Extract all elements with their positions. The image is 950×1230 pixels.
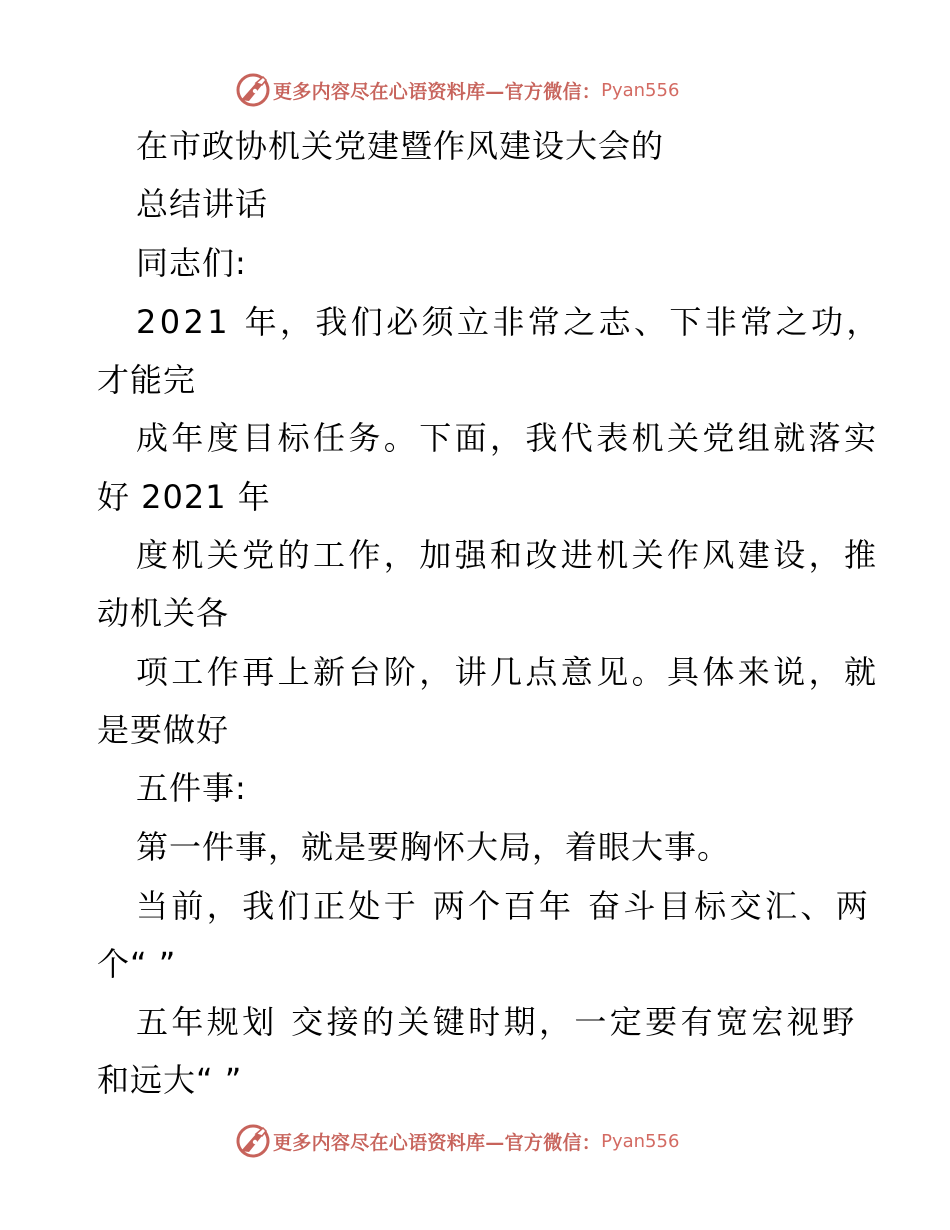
watermark-wechat-id: Pyan556 [601,1130,680,1152]
body-line: 五年规划 交接的关键时期，一定要有宽宏视野 [136,1003,858,1041]
watermark-text: 更多内容尽在心语资料库—官方微信： [273,1131,602,1154]
body-line: 是要做好 [97,711,230,749]
pen-logo-icon [236,73,270,107]
body-line: 项工作再上新台阶，讲几点意见。具体来说，就 [136,653,880,691]
body-line: 动机关各 [97,594,230,632]
body-line: 才能完 [97,361,197,399]
body-line: 和远大“ ” [97,1061,243,1099]
salutation: 同志们: [136,244,247,282]
title-line-1: 在市政协机关党建暨作风建设大会的 [136,127,665,165]
body-line: 好 2021 年 [97,478,271,516]
footer-watermark [236,1124,679,1158]
body-line: 五件事: [136,769,247,807]
watermark-text: 更多内容尽在心语资料库—官方微信： [273,80,602,103]
body-line: 第一件事，就是要胸怀大局，着眼大事。 [136,828,731,866]
body-line: 2021 年，我们必须立非常之志、下非常之功， [136,303,882,341]
body-line: 度机关党的工作，加强和改进机关作风建设，推 [136,536,880,574]
body-line: 当前，我们正处于 两个百年 奋斗目标交汇、两 [136,887,872,925]
body-line: 成年度目标任务。下面，我代表机关党组就落实 [136,419,880,457]
title-line-2: 总结讲话 [136,185,269,223]
pen-logo-icon [236,1124,270,1158]
header-watermark [236,73,679,107]
watermark-wechat-id: Pyan556 [601,79,680,101]
body-line: 个“ ” [97,945,177,983]
